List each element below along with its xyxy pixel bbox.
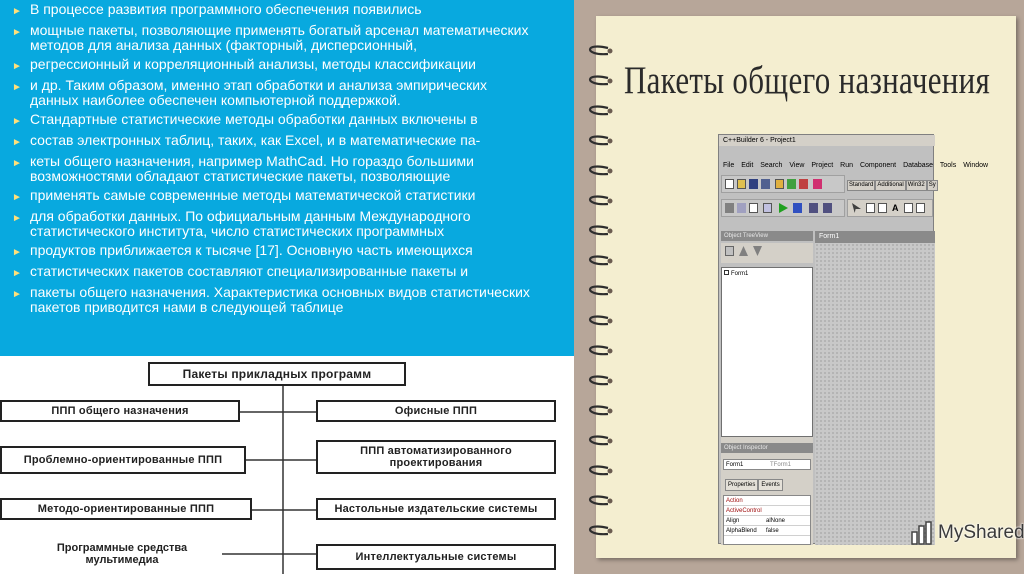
form-designer[interactable] [815, 231, 935, 545]
form-designer-title: Form1 [815, 231, 935, 243]
component-palette [847, 199, 933, 217]
new-icon[interactable] [725, 179, 734, 189]
bullet-icon: ► [12, 27, 22, 38]
property-row[interactable]: ActiveControl [724, 506, 810, 516]
treeview-new-icon[interactable] [725, 246, 734, 256]
bullet-icon: ► [12, 137, 22, 148]
component-palette-tabs [847, 179, 935, 191]
bullet-icon: ► [12, 268, 22, 279]
open-project-icon[interactable] [775, 179, 784, 189]
memo-icon[interactable] [916, 203, 925, 213]
bullet-icon: ► [12, 61, 22, 72]
diagram-left-box: ППП общего назначения [0, 400, 240, 422]
toggle-form-icon[interactable] [749, 203, 758, 213]
ide-toolbar-bottom [721, 199, 845, 217]
diagram-left-box: Проблемно-ориентированные ППП [0, 446, 246, 474]
step-over-icon[interactable] [823, 203, 832, 213]
frames-icon[interactable] [866, 203, 875, 213]
spiral-binding-icon [578, 20, 618, 560]
form-node-icon [724, 270, 729, 275]
tab-additional[interactable]: Additional [875, 180, 905, 191]
list-item: ► применять самые современные методы математической статистики [12, 187, 476, 203]
open-icon[interactable] [737, 179, 746, 189]
list-item: ► кеты общего назначения, например MathCad. Но гораздо большими возможностями обладают статистические пакеты, позволяющие [12, 153, 474, 184]
watermark [910, 518, 1025, 548]
view-unit-icon[interactable] [725, 203, 734, 213]
object-inspector-header: Object Inspector [721, 443, 813, 453]
watermark-text: MyShared [938, 522, 1025, 543]
bullet-icon: ► [12, 116, 22, 127]
object-treeview[interactable] [721, 267, 813, 437]
property-row[interactable]: Action [724, 496, 810, 506]
list-item: ► пакеты общего назначения. Характеристика основных видов статистических пакетов приводится нами в следующей таблице [12, 284, 530, 315]
packages-diagram [0, 356, 574, 574]
tree-item[interactable]: Form1 [724, 270, 810, 278]
tab-events[interactable]: Events [758, 479, 782, 491]
bullet-icon: ► [12, 289, 22, 300]
diagram-right-box: Интеллектуальные системы [316, 544, 556, 570]
inspector-tabs [725, 479, 783, 491]
edit-icon[interactable] [904, 203, 913, 213]
list-item: ► В процессе развития программного обеспечения появились [12, 1, 422, 17]
bullet-icon: ► [12, 247, 22, 258]
myshared-logo-icon [910, 520, 934, 546]
menu-view[interactable]: View [789, 162, 805, 169]
ide-menubar [719, 161, 989, 171]
object-inspector [721, 437, 813, 545]
list-item: ► для обработки данных. По официальным данным Международного статистического института, число статистических программных [12, 208, 471, 239]
trace-into-icon[interactable] [809, 203, 818, 213]
diagram-left-box: Методо-ориентированные ППП [0, 498, 252, 520]
menu-database[interactable]: Database [903, 162, 934, 169]
list-item: ► статистических пакетов составляют специализированные пакеты и [12, 263, 469, 279]
object-treeview-header: Object TreeView [721, 231, 813, 241]
property-row[interactable]: Align alNone [724, 516, 810, 526]
bullet-icon: ► [12, 6, 22, 17]
help-icon[interactable] [813, 179, 822, 189]
bullet-icon: ► [12, 158, 22, 169]
slide-title: Пакеты общего назначения [624, 58, 991, 102]
menu-project[interactable]: Project [811, 162, 834, 169]
list-item: ► продуктов приближается к тысяче [17]. Основную часть имеющихся [12, 242, 473, 258]
arrow-down-icon[interactable] [753, 246, 762, 256]
list-item: ► регрессионный и корреляционный анализы, методы классификации [12, 56, 477, 72]
menu-run[interactable]: Run [840, 162, 853, 169]
list-item: ► состав электронных таблиц, таких, как Excel, и в математические па- [12, 132, 481, 148]
tab-standard[interactable]: Standard [847, 180, 875, 191]
tab-win32[interactable]: Win32 [906, 180, 927, 191]
menu-file[interactable]: File [723, 162, 735, 169]
remove-file-icon[interactable] [799, 179, 808, 189]
label-icon[interactable]: A [892, 203, 899, 213]
list-item: ► мощные пакеты, позволяющие применять богатый арсенал математических методов для анализа данных (факторный, дисперсионный, [12, 22, 529, 53]
property-grid [723, 495, 811, 545]
diagram-right-box: Офисные ППП [316, 400, 556, 422]
property-row[interactable]: AlphaBlend false [724, 526, 810, 536]
list-item: ► Стандартные статистические методы обработки данных включены в [12, 111, 478, 127]
menu-window[interactable]: Window [963, 162, 989, 169]
diagram-root-box: Пакеты прикладных программ [148, 362, 406, 386]
new-form-icon[interactable] [763, 203, 772, 213]
mainmenu-icon[interactable] [878, 203, 887, 213]
diagram-right-box: Настольные издательские системы [316, 498, 556, 520]
treeview-toolbar [721, 243, 813, 263]
save-all-icon[interactable] [761, 179, 770, 189]
inspector-object-select[interactable]: Form1 TForm1 [723, 459, 811, 470]
save-icon[interactable] [749, 179, 758, 189]
ide-titlebar: C++Builder 6 - Project1 [719, 135, 935, 146]
tab-properties[interactable]: Properties [725, 479, 758, 491]
pointer-icon[interactable] [852, 203, 861, 213]
menu-tools[interactable]: Tools [939, 162, 957, 169]
diagram-right-box: ППП автоматизированного проектирования [316, 440, 556, 474]
bullet-icon: ► [12, 82, 22, 93]
view-form-icon[interactable] [737, 203, 746, 213]
list-item: ► и др. Таким образом, именно этап обработки и анализа эмпирических данных наиболее обеспечен компьютерной поддержкой. [12, 77, 488, 108]
menu-component[interactable]: Component [859, 162, 897, 169]
run-icon[interactable] [779, 203, 788, 213]
menu-search[interactable]: Search [760, 162, 783, 169]
bullet-icon: ► [12, 213, 22, 224]
ide-toolbar-top [721, 175, 845, 193]
bullet-list [0, 0, 574, 315]
tab-system[interactable]: Sy [927, 180, 938, 191]
bullet-icon: ► [12, 192, 22, 203]
add-file-icon[interactable] [787, 179, 796, 189]
menu-edit[interactable]: Edit [741, 162, 754, 169]
arrow-up-icon[interactable] [739, 246, 748, 256]
pause-icon[interactable] [793, 203, 802, 213]
text-panel [0, 0, 574, 356]
diagram-left-label: Программные средства мультимедиа [56, 542, 188, 566]
